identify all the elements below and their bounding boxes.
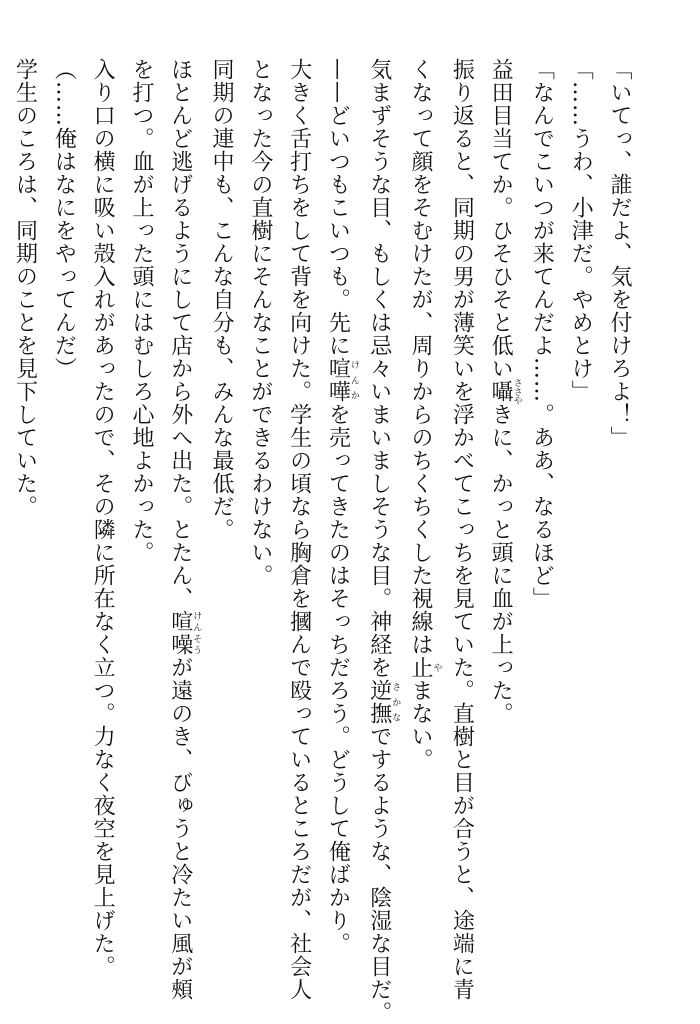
furigana-reading: や [431,656,442,679]
furigana-reading: けんか [348,357,359,403]
text-line: 「……うわ、小津だ。やめとけ」 [568,58,594,403]
furigana-ruby: 止や [408,656,442,679]
text-line: 振り返ると、同期の男が薄笑いを浮かべてこっちを見ていた。直樹と目が合うと、途端に青 [449,58,475,1001]
furigana-ruby: 喧嘩けんか [325,357,359,403]
text-line: （……俺はなにをやってんだ） [51,58,77,380]
text-line: 「いてっ、誰だよ、気を付けろよ！」 [607,58,632,449]
text-line: ほとんど逃げるようにして店から外へ出た。とたん、喧噪けんそうが遠のき、びゅうと冷たい風が頰 [167,58,202,1001]
text-line: となった今の直樹にそんなことができるわけない。 [247,58,273,587]
text-line: くなって顔をそむけたが、周りからのちくちくした視線は止やまない。 [408,58,442,771]
text-line: 同期の連中も、こんな自分も、みんな最低だ。 [209,58,235,541]
text-line: ——どいつもこいつも。先に喧嘩けんかを売ってきたのはそっちだろう。どうして俺ばかり。 [325,58,359,955]
text-line: 学生のころは、同期のことを見下していた。 [12,58,38,518]
text-line: 大きく舌打ちをして背を向けた。学生の頃なら胸倉を摑んで殴っているところだが、社会人 [286,58,312,1001]
text-line: 気まずそうな目、もしくは忌々いまいましそうな目。神経を逆撫さかなでするような、陰湿な目だ。 [366,58,401,1024]
text-line [0,58,5,973]
furigana-ruby: 逆撫さかな [366,679,401,725]
furigana-reading: けんそう [191,610,202,656]
text-line: 益田目当てか。ひそひそと低い囁ささやきに、かっと頭に血が上った。 [488,58,522,725]
furigana-ruby: 喧噪けんそう [167,610,202,656]
furigana-reading: さかな [390,679,401,725]
furigana-reading: ささや [511,378,522,405]
furigana-ruby: 囁ささや [488,378,522,405]
text-line: を打つ。血が上った頭にはむしろ心地よかった。 [128,58,154,564]
text-line: 「なんでこいつが来てんだよ……。ああ、なるほど」 [529,58,555,610]
vertical-text-body [0,58,638,1024]
text-line: 入り口の横に吸い殻入れがあったので、その隣に所在なく立つ。力なく夜空を見上げた。 [90,58,116,978]
